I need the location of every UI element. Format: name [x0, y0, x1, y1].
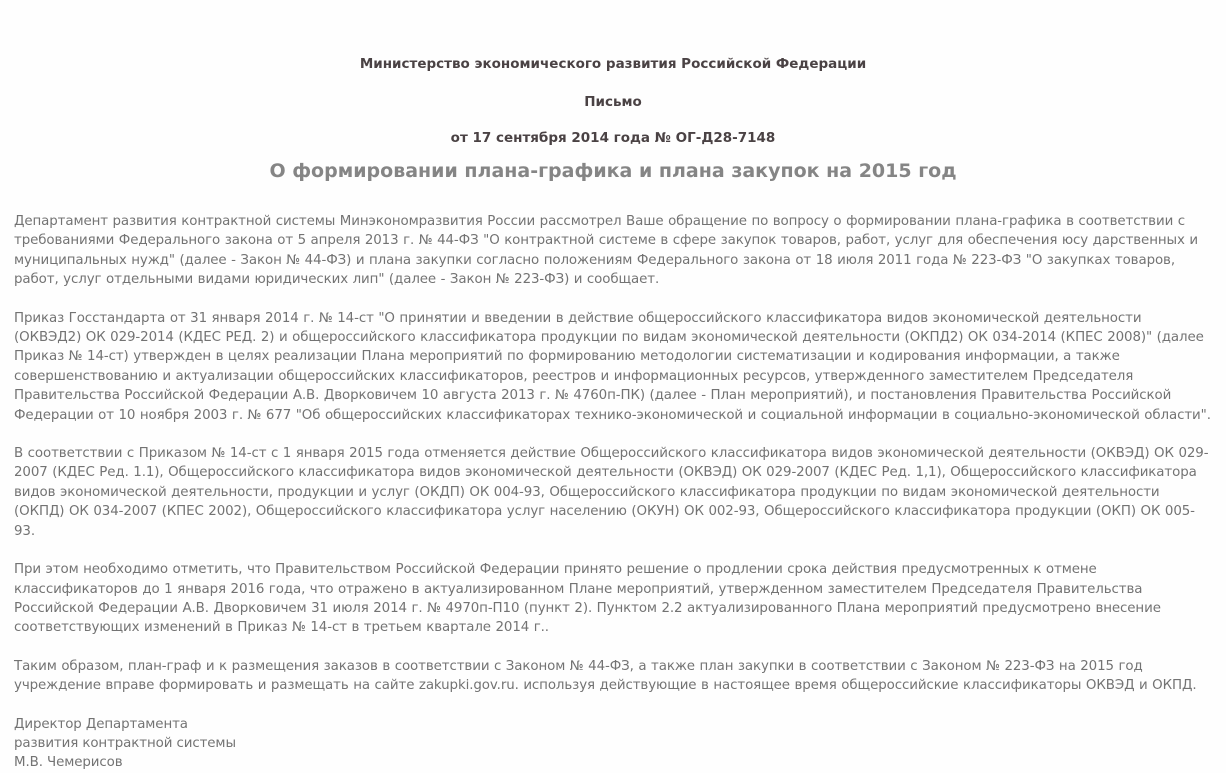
paragraph-prikaz-14st: Приказ Госстандарта от 31 января 2014 г. № 14-ст "О принятии и введении в действие общероссийского классификатора видов экономической деятельности (ОКВЭД2) ОК 029-2014 (КДЕС РЕД. 2) и общероссийского классификатора продукции по видам экономической деятельности (ОКПД2) ОК 034-2014 (КПЕС 2008)" (далее Приказ № 14-ст) утвержден в целях реализации Плана мероприятий по формированию методологии систематизации и кодирования информации, а также совершенствованию и актуализации общероссийских классификаторов, реестров и информационных ресурсов, утвержденного заместителем Председателя Правительства Российской Федерации А.В. Дворковичем 10 августа 2013 г. № 4760п-ПК) (далее - План мероприятий), и постановления Правительства Российской Федерации от 10 ноября 2003 г. № 677 "Об общероссийских классификаторах технико-экономической и социальной информации в социально-экономической области". [14, 310, 1211, 423]
signature-position-line1: Директор Департамента [14, 716, 188, 732]
paragraph-extension: При этом необходимо отметить, что Правительством Российской Федерации принято решение о продлении срока действия предусмотренных к отмене классификаторов до 1 января 2016 года, что отражено в актуализированном Плане мероприятий, утвержденном заместителем Председателя Правительства Российской Федерации А.В. Дворковичем 31 июля 2014 г. № 4970п-П10 (пункт 2). Пунктом 2.2 актуализированного Плана мероприятий предусмотрено внесение соответствующих изменений в Приказ № 14-ст в третьем квартале 2014 г.. [14, 562, 1161, 636]
signature-name: М.В. Чемерисов [14, 755, 123, 771]
paragraph-intro: Департамент развития контрактной системы Минэкономразвития России рассмотрел Ваше обращение по вопросу о формировании плана-графика в соответствии с требованиями Федерального закона от 5 апреля 2013 г. № 44-ФЗ "О контрактной системе в сфере закупок товаров, работ, услуг для обеспечения юсу дарственных и муниципальных нужд" (далее - Закон № 44-ФЗ) и плана закупки согласно положениям Федерального закона от 18 июля 2011 года № 223-ФЗ "О закупках товаров, работ, услуг отдельными видами юридических лип" (далее - Закон № 223-ФЗ) и сообщает. [14, 214, 1198, 288]
signature-position-line2: развития контрактной системы [14, 735, 236, 751]
doc-date-number: от 17 сентября 2014 года № ОГ-Д28-7148 [450, 130, 776, 146]
doc-type-heading: Письмо [584, 94, 642, 110]
document-title: О формировании плана-графика и плана закупок на 2015 год [269, 160, 957, 182]
paragraph-conclusion: Таким образом, план-граф и к размещения заказов в соответствии с Законом № 44-ФЗ, а также план закупки в соответствии с Законом № 223-ФЗ на 2015 год учреждение вправе формировать и размещать на сайте zakupki.gov.ru. используя действующие в настоящее время общероссийские классификаторы ОКВЭД и ОКПД. [14, 658, 1197, 694]
signature-block [14, 715, 1212, 773]
ministry-heading: Министерство экономического развития Российской Федерации [359, 56, 867, 72]
paragraph-classifiers-cancelled: В соответствии с Приказом № 14-ст с 1 января 2015 года отменяется действие Общероссийского классификатора видов экономической деятельности (ОКВЭД) ОК 029-2007 (КДЕС Ред. 1.1), Общероссийского классификатора видов экономической деятельности (ОКВЭД) ОК 029-2007 (КДЕС Ред. 1,1), Общероссийского классификатора видов экономической деятельности, продукции и услуг (ОКДП) ОК 004-93, Общероссийского классификатора продукции по видам экономической деятельности (ОКПД) ОК 034-2007 (КПЕС 2002), Общероссийского классификатора услуг населению (ОКУН) ОК 002-93, Общероссийского классификатора продукции (ОКП) ОК 005-93. [14, 446, 1209, 539]
